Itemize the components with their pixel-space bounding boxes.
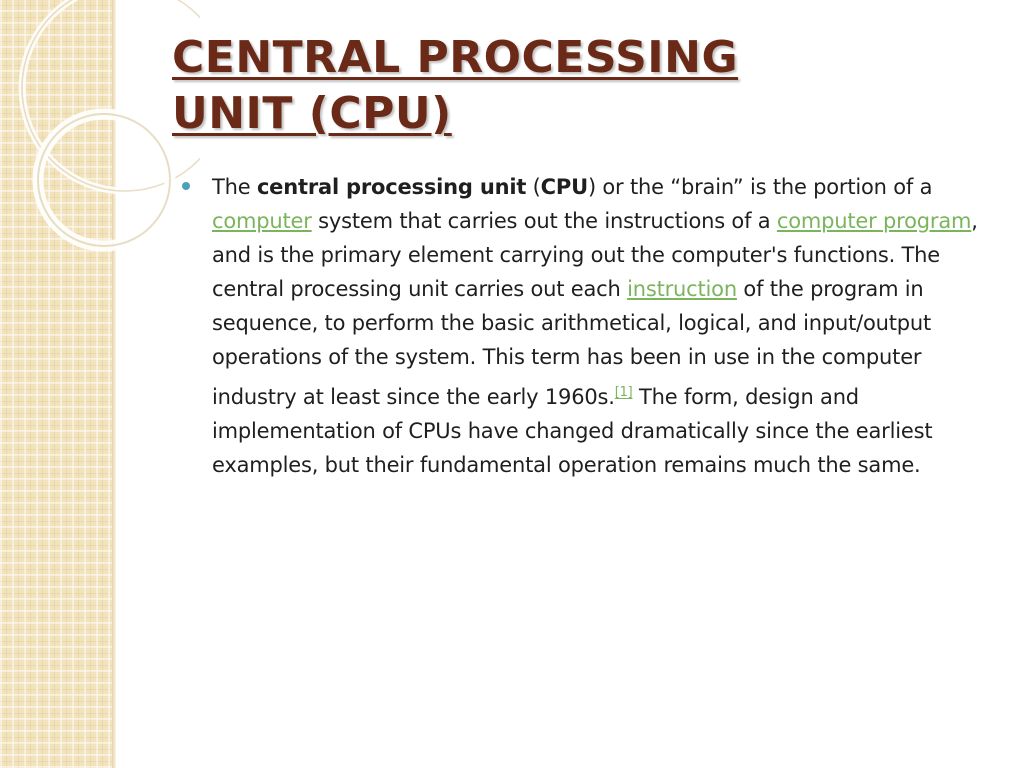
- bullet-list: [186, 170, 996, 482]
- computer-program-link[interactable]: computer program: [776, 209, 972, 233]
- instruction-link[interactable]: instruction: [627, 277, 737, 301]
- body-text: ) or the “brain” is the portion of a: [587, 175, 933, 199]
- body-text: , and is the primary element carrying out the computer's functions. The central processing unit carries out each: [212, 209, 978, 301]
- body-text: The form, design and implementation of CPUs have changed dramatically since the earliest examples, but their fundamental operation remains much the same.: [212, 385, 933, 477]
- body-text: of the program in sequence, to perform the basic arithmetical, logical, and input/output operations of the system. This term has been in use in the computer industry at least since the early 1960s.: [212, 277, 932, 409]
- citation-superscript: [615, 381, 633, 401]
- title-line-2: UNIT (CPU): [172, 88, 452, 139]
- citation-link[interactable]: [1]: [614, 385, 633, 400]
- ring-decoration-icon: [0, 0, 200, 300]
- computer-link[interactable]: computer: [212, 209, 312, 233]
- term-cpu: CPU: [540, 175, 588, 199]
- round-bullet-icon: [182, 182, 190, 190]
- bullet-paragraph: [212, 170, 996, 482]
- title-line-1: CENTRAL PROCESSING: [172, 32, 739, 83]
- body-text: The: [212, 175, 257, 199]
- body-text: system that carries out the instructions of a: [311, 209, 777, 233]
- page-title: [172, 30, 932, 142]
- body-text: (: [526, 175, 541, 199]
- term-central-processing-unit: central processing unit: [256, 175, 527, 199]
